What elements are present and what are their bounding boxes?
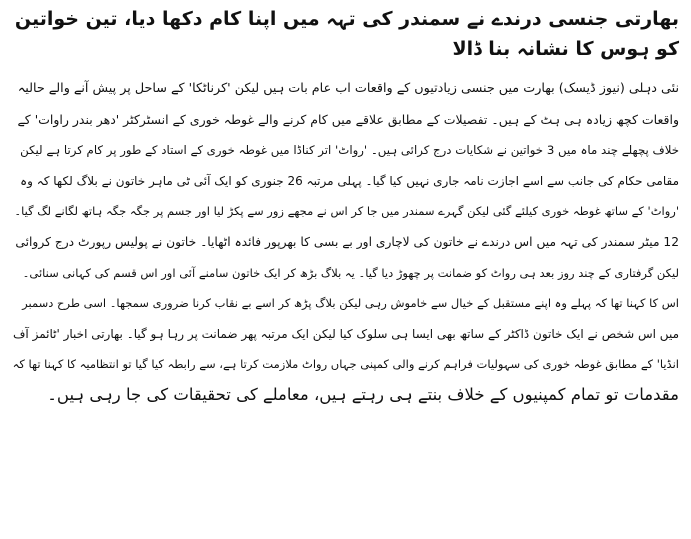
article-body-line: نئی دہلی (نیوز ڈیسک) بھارت میں جنسی زیادتیوں کے واقعات اب عام بات ہیں لیکن 'کرناٹکا' کے ساحل پر پیش آنے والے حالیہ <box>17 81 679 96</box>
article-body-line: مقدمات تو تمام کمپنیوں کے خلاف بنتے ہی رہتے ہیں، معاملے کی تحقیقات کی جا رہی ہیں۔ <box>47 384 679 404</box>
article-body-line: واقعات کچھ زیادہ ہی ہٹ کے ہیں۔ تفصیلات کے مطابق علاقے میں کام کرنے والے غوطہ خوری کے انسٹرکٹر 'دھر بندر راوات' کے <box>17 111 679 127</box>
article-body-line: 12 میٹر سمندر کی تہہ میں اس درندے نے خاتون کی لاچاری اور بے بسی کا بھرپور فائدہ اٹھایا۔ خاتون نے پولیس رپورٹ درج کروائی <box>15 234 679 249</box>
article-body-line: انڈیا' کے مطابق غوطہ خوری کی سہولیات فراہم کرنے والی کمپنی جہاں رواٹ ملازمت کرتا ہے، سے رابطہ کیا گیا تو انتظامیہ کا کہنا تھا کہ <box>12 357 679 372</box>
article-body-line: مقامی حکام کی جانب سے اسے اجازت نامہ جاری نہیں کیا گیا۔ پہلی مرتبہ 26 جنوری کو ایک آئی ٹی ماہر خاتون نے بلاگ لکھا کہ وہ <box>20 173 679 188</box>
article-body-line: 'رواٹ' کے ساتھ غوطہ خوری کیلئے گئی لیکن گہرے سمندر میں جا کر اس نے مجھے زور سے پکڑ لیا اور جسم پر جگہ جگہ ہاتھ لگانے لگ گیا۔ <box>14 204 679 219</box>
article-headline: بھارتی جنسی درندے نے سمندر کی تہہ میں اپنا کام دکھا دیا، تین خواتین کو ہوس کا نشانہ بنا ڈالا <box>14 8 679 60</box>
article-body-line: میں اس شخص نے ایک خاتون ڈاکٹر کے ساتھ بھی ایسا ہی سلوک کیا لیکن ایک مرتبہ پھر ضمانت پر رہا ہو گیا۔ بھارتی اخبار 'ٹائمز آف <box>12 326 679 341</box>
article-body-line: لیکن گرفتاری کے چند روز بعد ہی رواٹ کو ضمانت پر چھوڑ دیا گیا۔ یہ بلاگ بڑھ کر ایک خاتون سامنے آئی اور اس قسم کی کہانی سنائی۔ <box>22 265 679 280</box>
article-body-line: اس کا کہنا تھا کہ پہلے وہ اپنے مستقبل کے خیال سے خاموش رہی لیکن بلاگ پڑھ کر اسے بے نقاب کرنا ضروری سمجھا۔ اسی طرح دسمبر <box>22 296 679 311</box>
article-body <box>12 74 679 411</box>
news-article <box>12 4 679 411</box>
article-body-line: خلاف پچھلے چند ماہ میں 3 خواتین نے شکایات درج کرائی ہیں۔ 'رواٹ' اتر کناڈا میں غوطہ خوری کے استاد کے طور پر کام کرتا ہے لیکن <box>20 143 679 158</box>
